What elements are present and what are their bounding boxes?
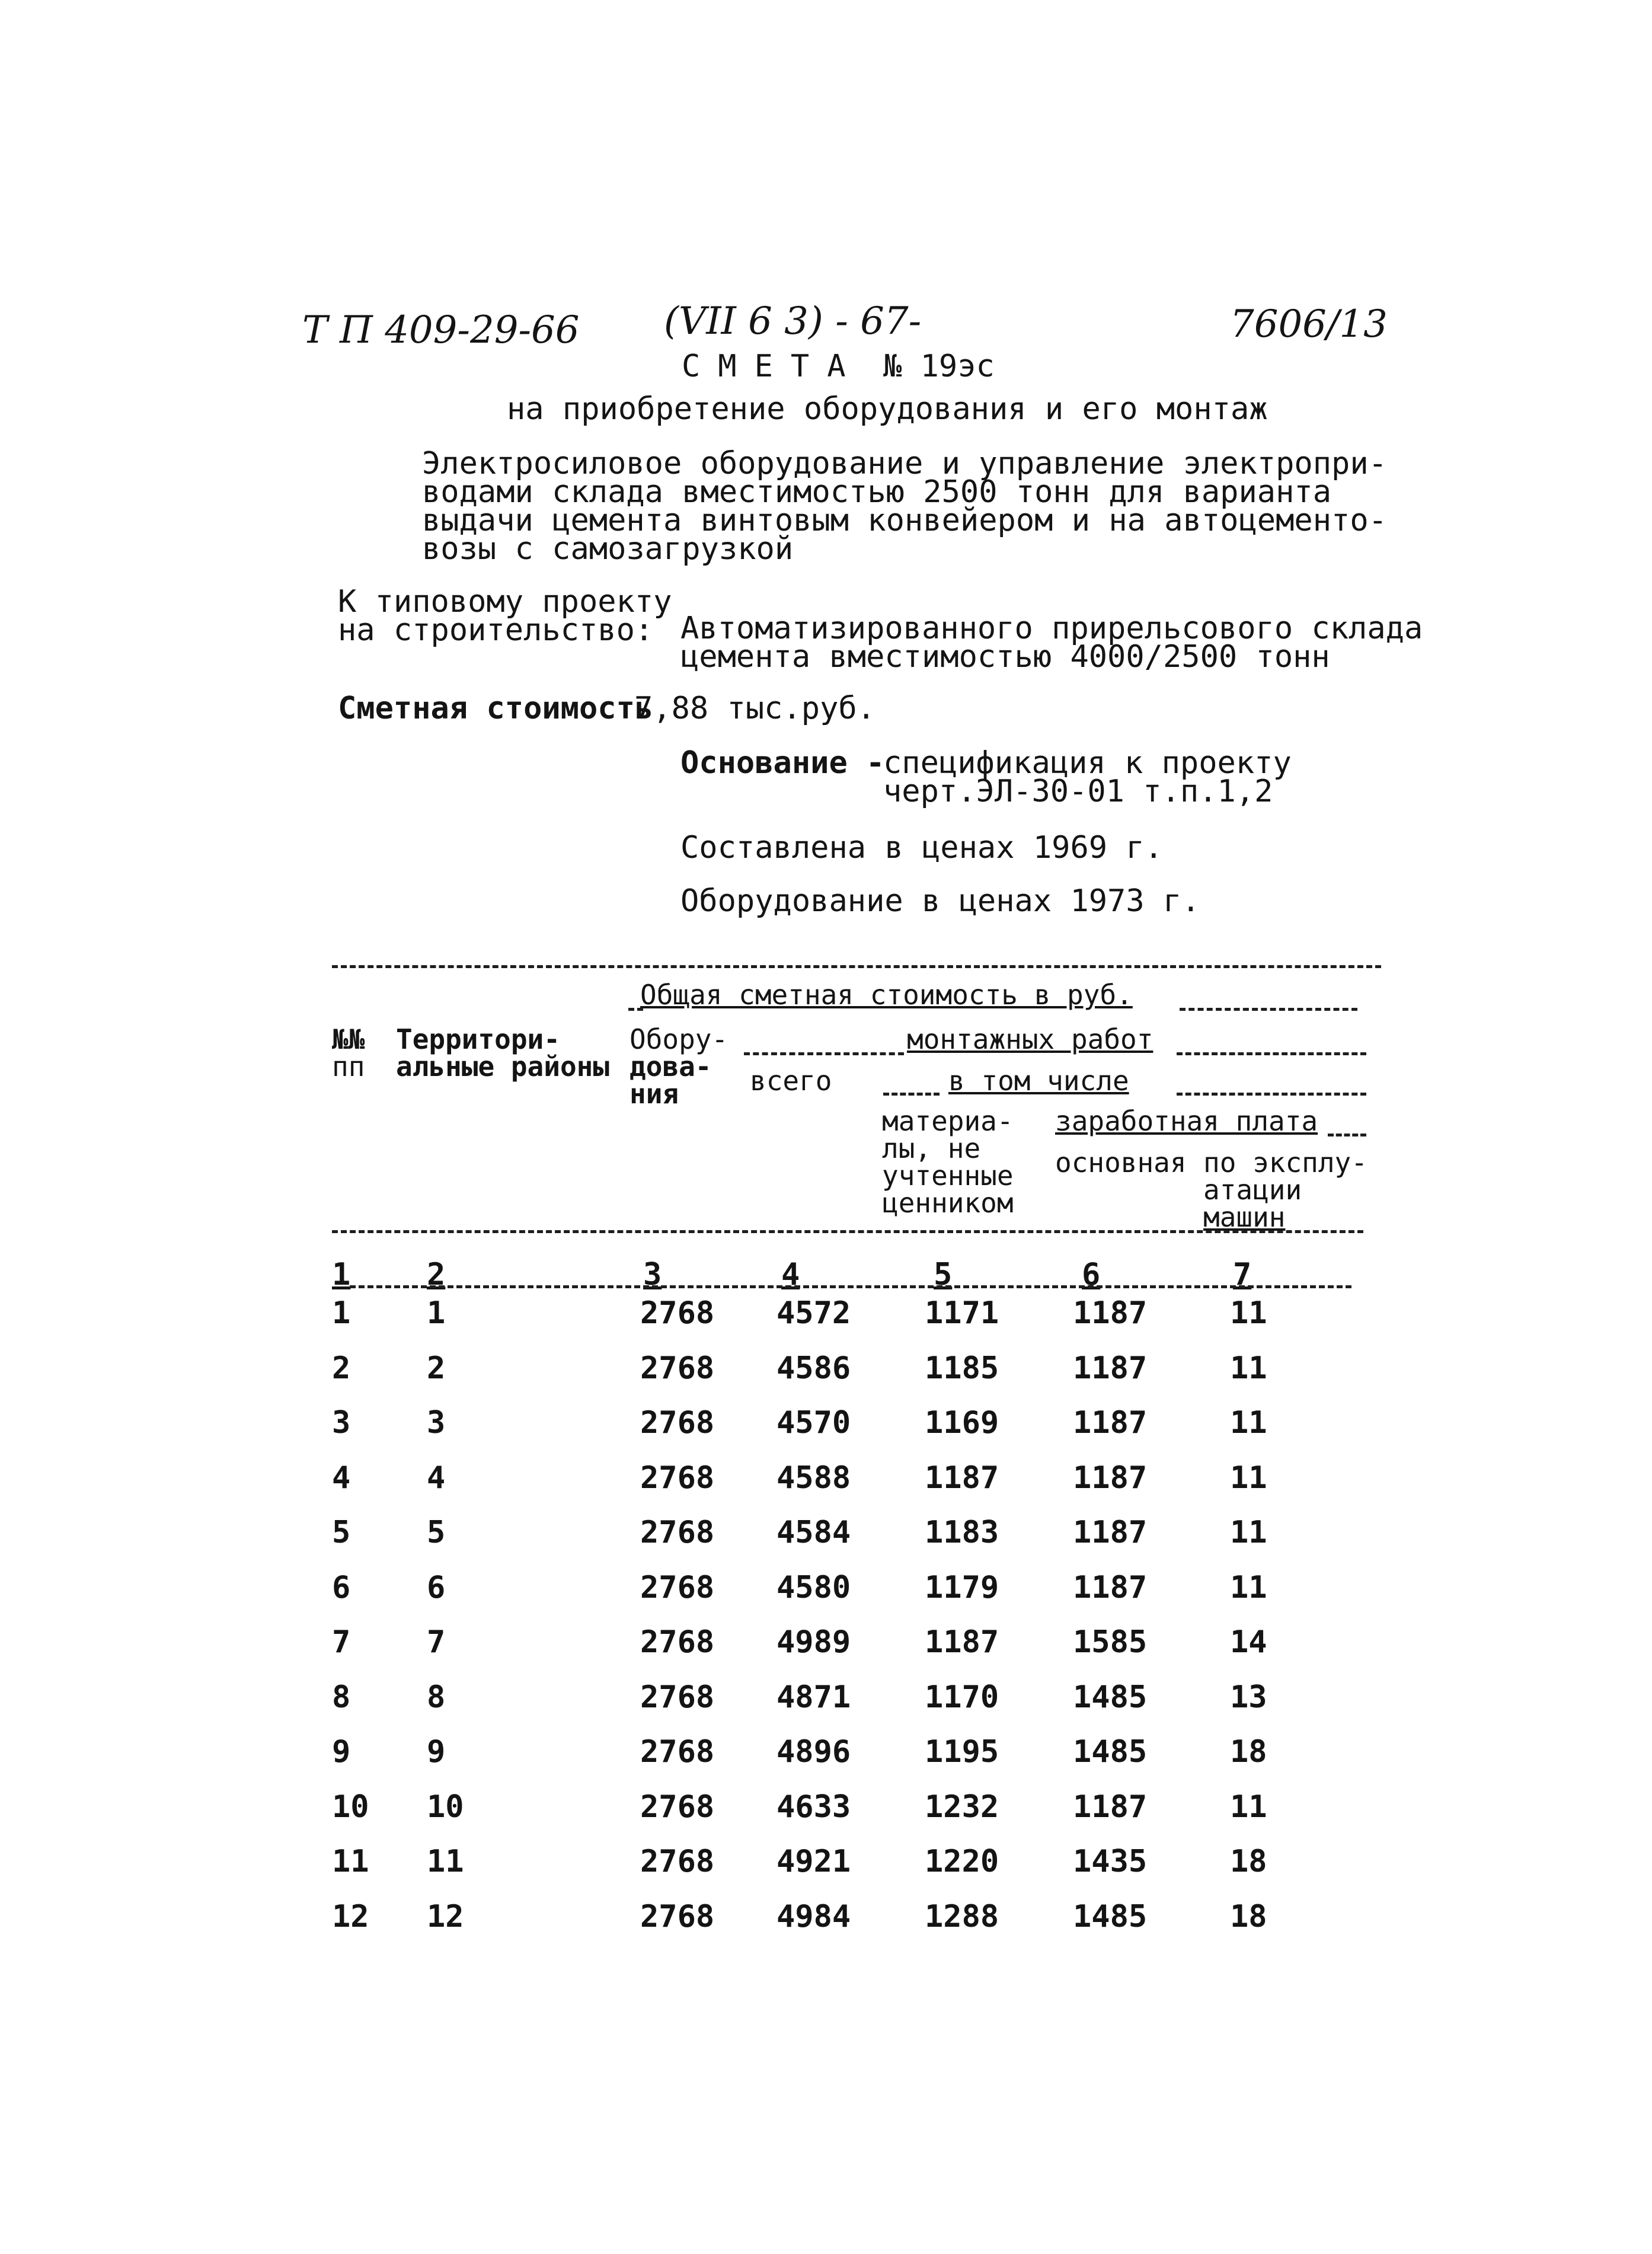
table-cell: 4586 xyxy=(777,1350,851,1386)
estimated-cost-value: 7,88 тыс.руб. xyxy=(634,691,875,726)
column-number: 6 xyxy=(1082,1257,1101,1292)
table-cell: 11 xyxy=(1230,1350,1267,1386)
table-cell: 4588 xyxy=(777,1460,851,1496)
header-rule xyxy=(1177,1093,1366,1096)
header-rule xyxy=(883,1093,940,1096)
table-cell: 18 xyxy=(1230,1734,1267,1770)
header-materials: материа- xyxy=(882,1105,1014,1137)
table-cell: 2768 xyxy=(640,1679,715,1715)
table-cell: 2 xyxy=(332,1350,351,1386)
table-cell: 1185 xyxy=(925,1350,999,1386)
table-cell: 1187 xyxy=(1073,1569,1148,1605)
table-cell: 9 xyxy=(332,1734,351,1770)
header-col-region: Территори- xyxy=(396,1023,560,1055)
header-col-num: пп xyxy=(332,1051,365,1083)
table-cell: 11 xyxy=(1230,1295,1267,1331)
table-cell: 10 xyxy=(332,1789,369,1825)
table-cell: 4570 xyxy=(777,1405,851,1441)
header-materials: учтенные xyxy=(882,1160,1014,1192)
header-salary: заработная плата xyxy=(1055,1105,1318,1137)
description-line: Электросиловое оборудование и управление электропри- xyxy=(422,446,1387,481)
table-cell: 7 xyxy=(427,1624,446,1660)
document-title: СМЕТА xyxy=(682,349,864,384)
table-cell: 8 xyxy=(332,1679,351,1715)
header-rule xyxy=(744,1052,904,1055)
table-cell: 11 xyxy=(1230,1405,1267,1441)
project-value: Автоматизированного прирельсового склада xyxy=(680,611,1423,646)
header-rule xyxy=(1180,1008,1357,1011)
table-cell: 2768 xyxy=(640,1405,715,1441)
header-materials: лы, не xyxy=(882,1132,981,1164)
table-cell: 3 xyxy=(332,1405,351,1441)
handwritten-document-number: 7606/13 xyxy=(1230,302,1388,346)
table-cell: 2 xyxy=(427,1350,446,1386)
table-cell: 1220 xyxy=(925,1844,999,1879)
project-label: К типовому проекту xyxy=(338,584,672,620)
header-montage: монтажных работ xyxy=(907,1023,1153,1055)
column-number: 3 xyxy=(643,1257,662,1292)
project-label: на строительство: xyxy=(338,612,654,648)
table-cell: 2768 xyxy=(640,1789,715,1825)
table-cell: 11 xyxy=(1230,1789,1267,1825)
header-col-region: альные районы xyxy=(396,1051,610,1083)
table-cell: 1187 xyxy=(1073,1295,1148,1331)
table-cell: 1183 xyxy=(925,1515,999,1550)
header-col-equipment: ния xyxy=(630,1078,679,1110)
table-cell: 2768 xyxy=(640,1569,715,1605)
table-cell: 1187 xyxy=(1073,1789,1148,1825)
header-machines: машин xyxy=(1203,1201,1286,1233)
table-cell: 1288 xyxy=(925,1898,999,1934)
header-rule xyxy=(1328,1134,1366,1136)
table-cell: 1485 xyxy=(1073,1734,1148,1770)
table-cell: 1187 xyxy=(1073,1460,1148,1496)
column-number: 7 xyxy=(1233,1257,1252,1292)
table-cell: 1232 xyxy=(925,1789,999,1825)
table-cell: 12 xyxy=(332,1898,369,1934)
column-number: 2 xyxy=(427,1257,446,1292)
column-number: 5 xyxy=(934,1257,953,1292)
header-rule xyxy=(1177,1052,1366,1055)
table-cell: 4 xyxy=(332,1460,351,1496)
table-cell: 14 xyxy=(1230,1624,1267,1660)
table-cell: 1187 xyxy=(1073,1350,1148,1386)
table-cell: 1187 xyxy=(925,1460,999,1496)
table-cell: 5 xyxy=(332,1515,351,1550)
table-cell: 6 xyxy=(332,1569,351,1605)
table-cell: 4580 xyxy=(777,1569,851,1605)
table-cell: 7 xyxy=(332,1624,351,1660)
table-cell: 1187 xyxy=(1073,1405,1148,1441)
header-bottom-rule xyxy=(332,1230,1363,1233)
table-cell: 1179 xyxy=(925,1569,999,1605)
document-number: № 19эс xyxy=(883,349,995,384)
table-cell: 9 xyxy=(427,1734,446,1770)
table-cell: 4633 xyxy=(777,1789,851,1825)
table-cell: 4989 xyxy=(777,1624,851,1660)
document-subtitle: на приобретение оборудования и его монтаж xyxy=(507,391,1268,427)
description-line: выдачи цемента винтовым конвейером и на автоцементо- xyxy=(422,503,1387,538)
table-cell: 4572 xyxy=(777,1295,851,1331)
table-cell: 11 xyxy=(1230,1515,1267,1550)
table-cell: 12 xyxy=(427,1898,464,1934)
table-cell: 1187 xyxy=(1073,1515,1148,1550)
table-cell: 8 xyxy=(427,1679,446,1715)
table-cell: 11 xyxy=(1230,1460,1267,1496)
table-cell: 4 xyxy=(427,1460,446,1496)
header-materials: ценником xyxy=(882,1187,1014,1219)
table-cell: 1 xyxy=(427,1295,446,1331)
table-cell: 6 xyxy=(427,1569,446,1605)
basis-label: Основание - xyxy=(680,745,885,781)
column-number: 4 xyxy=(781,1257,800,1292)
project-value: цемента вместимостью 4000/2500 тонн xyxy=(680,639,1330,675)
header-machines: атации xyxy=(1203,1174,1302,1206)
table-cell: 10 xyxy=(427,1789,464,1825)
table-cell: 2768 xyxy=(640,1295,715,1331)
table-top-rule xyxy=(332,965,1381,968)
table-cell: 4896 xyxy=(777,1734,851,1770)
handwritten-project-code: Т П 409-29-66 xyxy=(302,308,580,352)
table-cell: 3 xyxy=(427,1405,446,1441)
table-cell: 11 xyxy=(332,1844,369,1879)
table-cell: 2768 xyxy=(640,1460,715,1496)
table-cell: 1485 xyxy=(1073,1679,1148,1715)
header-col-num: №№ xyxy=(332,1023,365,1055)
header-machines: по эксплу- xyxy=(1203,1147,1367,1179)
header-total-cost: Общая сметная стоимость в руб. xyxy=(640,979,1133,1011)
table-cell: 1170 xyxy=(925,1679,999,1715)
table-cell: 18 xyxy=(1230,1898,1267,1934)
table-cell: 1435 xyxy=(1073,1844,1148,1879)
equipment-prices-year: Оборудование в ценах 1973 г. xyxy=(680,883,1200,919)
description-line: возы с самозагрузкой xyxy=(422,531,794,567)
table-cell: 11 xyxy=(1230,1569,1267,1605)
table-cell: 1 xyxy=(332,1295,351,1331)
table-cell: 4871 xyxy=(777,1679,851,1715)
header-all: всего xyxy=(750,1065,832,1097)
estimated-cost-label: Сметная стоимость xyxy=(338,691,654,726)
description-line: водами склада вместимостью 2500 тонн для варианта xyxy=(422,474,1332,510)
table-cell: 2768 xyxy=(640,1624,715,1660)
table-cell: 5 xyxy=(427,1515,446,1550)
table-cell: 1585 xyxy=(1073,1624,1148,1660)
prices-year: Составлена в ценах 1969 г. xyxy=(680,830,1163,866)
table-cell: 1195 xyxy=(925,1734,999,1770)
basis-value: спецификация к проекту xyxy=(883,745,1292,781)
handwritten-series-code: (VII 6 3) - 67- xyxy=(664,299,922,343)
header-rule xyxy=(628,1008,643,1011)
column-number-rule xyxy=(350,1285,1351,1288)
table-cell: 1485 xyxy=(1073,1898,1148,1934)
header-col-equipment: Обору- xyxy=(630,1023,728,1055)
table-cell: 4921 xyxy=(777,1844,851,1879)
table-cell: 2768 xyxy=(640,1350,715,1386)
table-cell: 1169 xyxy=(925,1405,999,1441)
basis-value: черт.ЭЛ-30-01 т.п.1,2 xyxy=(883,774,1273,809)
header-col-equipment: дова- xyxy=(630,1051,712,1083)
column-number: 1 xyxy=(332,1257,351,1292)
table-cell: 4584 xyxy=(777,1515,851,1550)
table-cell: 2768 xyxy=(640,1515,715,1550)
table-cell: 13 xyxy=(1230,1679,1267,1715)
header-basic: основная xyxy=(1055,1147,1187,1179)
table-cell: 18 xyxy=(1230,1844,1267,1879)
table-cell: 1187 xyxy=(925,1624,999,1660)
table-cell: 11 xyxy=(427,1844,464,1879)
table-cell: 1171 xyxy=(925,1295,999,1331)
header-including: в том числе xyxy=(948,1065,1129,1097)
table-cell: 2768 xyxy=(640,1734,715,1770)
table-cell: 4984 xyxy=(777,1898,851,1934)
table-cell: 2768 xyxy=(640,1844,715,1879)
table-cell: 2768 xyxy=(640,1898,715,1934)
